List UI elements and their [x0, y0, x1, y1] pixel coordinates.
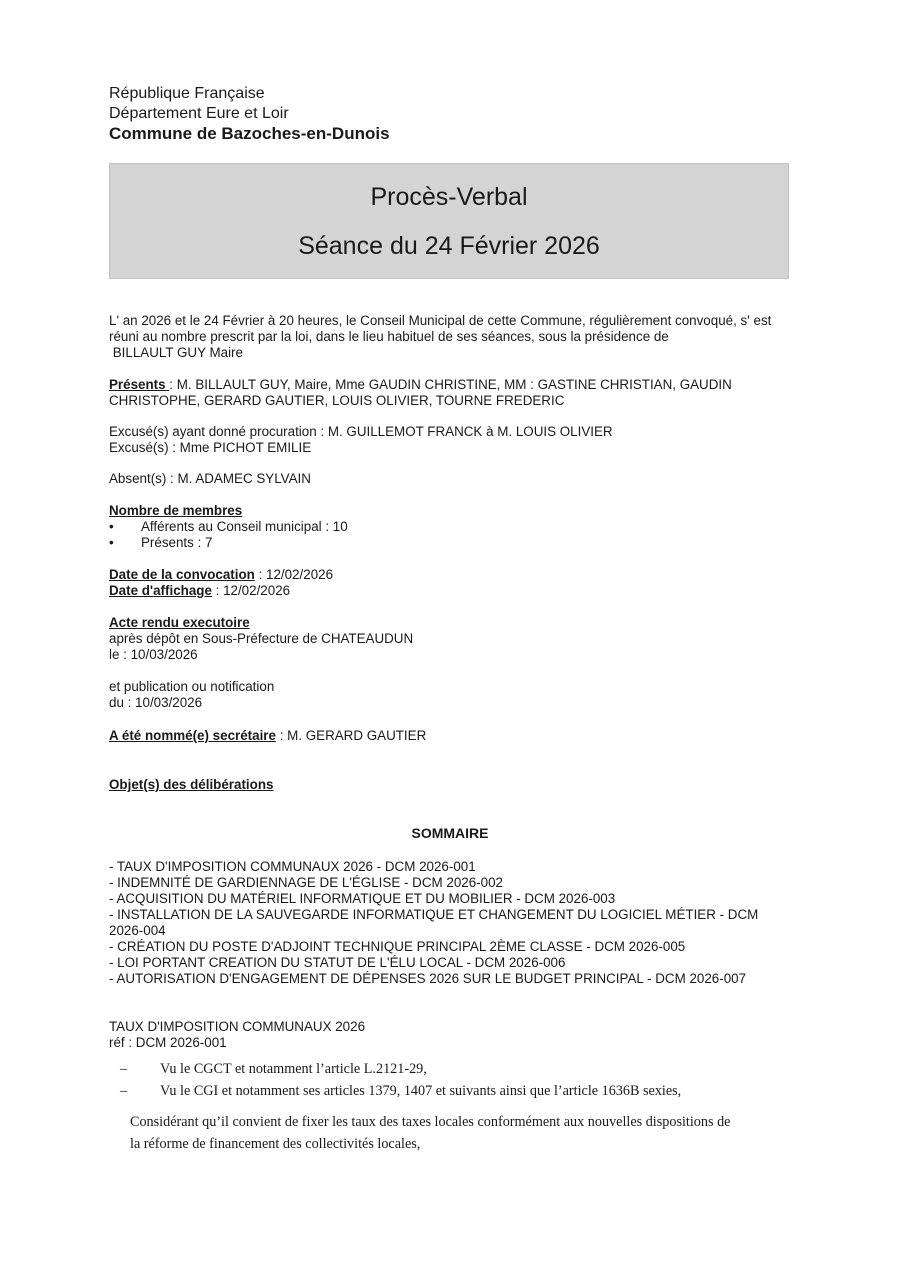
- intro-line: L' an 2026 et le 24 Février à 20 heures, le Conseil Municipal de cette Commune, régulièrement convoqué, s' est: [109, 313, 772, 328]
- bullet-icon: •: [109, 535, 114, 550]
- list-item-text: Vu le CGCT et notamment l’article L.2121-29,: [160, 1061, 427, 1077]
- list-item: [109, 519, 799, 535]
- list-item-text: Vu le CGI et notamment ses articles 1379, 1407 et suivants ainsi que l’article 1636B sexies,: [160, 1083, 682, 1099]
- intro-line: BILLAULT GUY Maire: [109, 345, 243, 360]
- vu-list: [120, 1058, 810, 1102]
- commune-line: Commune de Bazoches-en-Dunois: [109, 124, 390, 143]
- considerant-line: la réforme de financement des collectivités locales,: [130, 1136, 421, 1152]
- considerant-line: Considérant qu’il convient de fixer les taux des taxes locales conformément aux nouvelles dispositions de: [130, 1114, 731, 1130]
- letterhead: [109, 84, 390, 144]
- intro-line: réuni au nombre prescrit par la loi, dans le lieu habituel de ses séances, sous la présidence de: [109, 329, 669, 344]
- list-item: [120, 1080, 810, 1102]
- objets-section: [109, 777, 799, 793]
- dash-icon: –: [120, 1083, 128, 1099]
- acte-label: Acte rendu executoire: [109, 615, 250, 630]
- excuse-line: Excusé(s) : Mme PICHOT EMILIE: [109, 440, 312, 455]
- secretaire-label: A été nommé(e) secrétaire: [109, 728, 276, 743]
- list-item-text: Afférents au Conseil municipal : 10: [141, 519, 348, 534]
- members-list: [109, 519, 799, 551]
- deliberation-title: TAUX D'IMPOSITION COMMUNAUX 2026: [109, 1019, 366, 1034]
- sommaire-item: - TAUX D'IMPOSITION COMMUNAUX 2026 - DCM 2026-001: [109, 859, 476, 874]
- sommaire-item: - CRÉATION DU POSTE D'ADJOINT TECHNIQUE PRINCIPAL 2ÈME CLASSE - DCM 2026-005: [109, 939, 686, 954]
- deliberation-header: [109, 1019, 799, 1051]
- acte-line: du : 10/03/2026: [109, 695, 203, 710]
- procuration-line: Excusé(s) ayant donné procuration : M. GUILLEMOT FRANCK à M. LOUIS OLIVIER: [109, 424, 613, 439]
- session-date-title: Séance du 24 Février 2026: [298, 232, 600, 260]
- presents-label: Présents: [109, 377, 170, 392]
- acte-line: le : 10/03/2026: [109, 647, 198, 662]
- acte-line: après dépôt en Sous-Préfecture de CHATEAUDUN: [109, 631, 414, 646]
- sommaire-item: - INSTALLATION DE LA SAUVEGARDE INFORMATIQUE ET CHANGEMENT DU LOGICIEL MÉTIER - DCM: [109, 907, 759, 922]
- deliberation-ref: réf : DCM 2026-001: [109, 1035, 227, 1050]
- considerant-paragraph: [130, 1111, 810, 1155]
- title-banner: [109, 163, 789, 279]
- sommaire-item: 2026-004: [109, 923, 166, 938]
- sommaire-item: - LOI PORTANT CREATION DU STATUT DE L'ÉLU LOCAL - DCM 2026-006: [109, 955, 566, 970]
- affichage-date: : 12/02/2026: [211, 583, 291, 598]
- dash-icon: –: [120, 1061, 128, 1077]
- list-item-text: Présents : 7: [141, 535, 213, 550]
- intro-paragraph: [109, 313, 799, 361]
- bullet-icon: •: [109, 519, 114, 534]
- country-line: République Française: [109, 85, 265, 102]
- objets-label: Objet(s) des délibérations: [109, 777, 274, 792]
- document-title: Procès-Verbal: [370, 183, 528, 211]
- secretaire-value: : M. GERARD GAUTIER: [275, 728, 427, 743]
- absent-line: Absent(s) : M. ADAMEC SYLVAIN: [109, 471, 311, 486]
- convocation-date: : 12/02/2026: [254, 567, 334, 582]
- sommaire-list: [109, 859, 799, 987]
- list-item: [120, 1058, 810, 1080]
- list-item: [109, 535, 799, 551]
- department-line: Département Eure et Loir: [109, 105, 289, 122]
- excuses-section: [109, 424, 799, 456]
- dates-section: [109, 567, 799, 599]
- acte-section: [109, 615, 799, 711]
- presents-list: : M. BILLAULT GUY, Maire, Mme GAUDIN CHRISTINE, MM : GASTINE CHRISTIAN, GAUDIN: [169, 377, 732, 392]
- convocation-label: Date de la convocation: [109, 567, 255, 582]
- acte-line: et publication ou notification: [109, 679, 275, 694]
- sommaire-item: - INDEMNITÉ DE GARDIENNAGE DE L'ÉGLISE - DCM 2026-002: [109, 875, 503, 890]
- sommaire-title: SOMMAIRE: [411, 825, 489, 841]
- sommaire-item: - AUTORISATION D'ENGAGEMENT DE DÉPENSES 2026 SUR LE BUDGET PRINCIPAL - DCM 2026-007: [109, 971, 747, 986]
- presents-section: [109, 377, 799, 409]
- presents-list-continued: CHRISTOPHE, GERARD GAUTIER, LOUIS OLIVIER, TOURNE FREDERIC: [109, 393, 565, 408]
- secretaire-line: [109, 728, 799, 744]
- affichage-label: Date d'affichage: [109, 583, 212, 598]
- members-section: [109, 503, 799, 551]
- sommaire-item: - ACQUISITION DU MATÉRIEL INFORMATIQUE ET DU MOBILIER - DCM 2026-003: [109, 891, 616, 906]
- members-label: Nombre de membres: [109, 503, 243, 518]
